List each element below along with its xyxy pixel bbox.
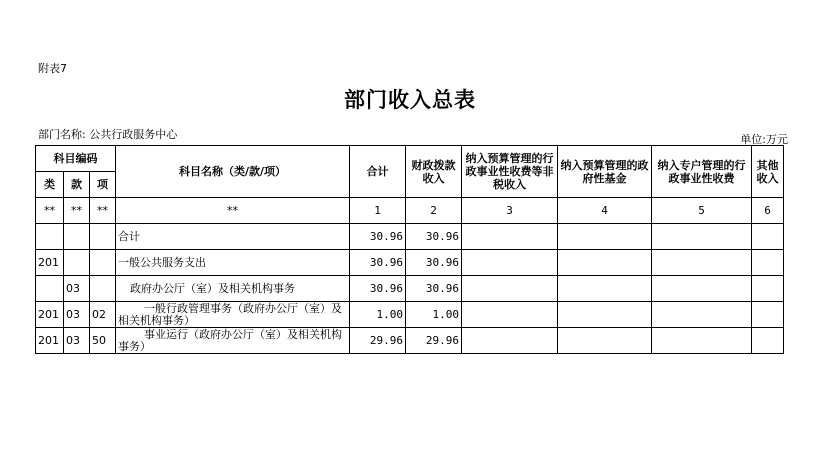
cell-budget-fee [462,250,558,276]
cell-xiang [90,224,116,250]
cell-total: 30.96 [350,250,406,276]
cell-budget-fund [558,224,652,250]
cell-special-fee [652,224,752,250]
header-kuan: 款 [64,172,90,198]
table-row [36,250,784,276]
cell-lei: 201 [36,328,64,354]
index-cell: ** [36,198,64,224]
header-code-group: 科目编码 [36,146,116,172]
header-other: 其他收入 [752,146,784,198]
cell-special-fee [652,302,752,328]
cell-fiscal: 29.96 [406,328,462,354]
cell-budget-fund [558,328,652,354]
cell-xiang [90,276,116,302]
cell-kuan: 03 [64,302,90,328]
cell-fiscal: 30.96 [406,224,462,250]
cell-budget-fee [462,224,558,250]
cell-kuan [64,250,90,276]
index-row [36,198,784,224]
cell-xiang: 50 [90,328,116,354]
cell-other [752,302,784,328]
unit-label: 单位:万元 [740,133,788,146]
header-lei: 类 [36,172,64,198]
table-row [36,328,784,354]
cell-name: 一般公共服务支出 [116,250,350,276]
cell-budget-fee [462,276,558,302]
income-summary-table [35,145,784,354]
cell-kuan: 03 [64,328,90,354]
index-cell: ** [90,198,116,224]
cell-total: 1.00 [350,302,406,328]
cell-other [752,276,784,302]
table-row [36,302,784,328]
cell-other [752,328,784,354]
cell-special-fee [652,276,752,302]
cell-lei [36,276,64,302]
header-budget-fund: 纳入预算管理的政府性基金 [558,146,652,198]
cell-budget-fund [558,250,652,276]
cell-other [752,224,784,250]
index-cell: ** [116,198,350,224]
index-cell: ** [64,198,90,224]
page-title: 部门收入总表 [344,88,476,112]
table-row [36,224,784,250]
header-budget-fee: 纳入预算管理的行政事业性收费等非税收入 [462,146,558,198]
header-total: 合计 [350,146,406,198]
header-fiscal: 财政拨款收入 [406,146,462,198]
cell-name: 政府办公厅（室）及相关机构事务 [116,276,350,302]
cell-kuan [64,224,90,250]
index-cell: 2 [406,198,462,224]
cell-name: 事业运行（政府办公厅（室）及相关机构事务） [116,328,350,354]
cell-budget-fee [462,328,558,354]
cell-lei: 201 [36,302,64,328]
cell-other [752,250,784,276]
cell-name: 合计 [116,224,350,250]
index-cell: 3 [462,198,558,224]
cell-budget-fund [558,302,652,328]
cell-total: 29.96 [350,328,406,354]
cell-fiscal: 30.96 [406,250,462,276]
index-cell: 5 [652,198,752,224]
cell-special-fee [652,328,752,354]
cell-budget-fund [558,276,652,302]
cell-total: 30.96 [350,224,406,250]
index-cell: 4 [558,198,652,224]
header-special-fee: 纳入专户管理的行政事业性收费 [652,146,752,198]
department-name: 部门名称: 公共行政服务中心 [38,128,178,141]
index-cell: 1 [350,198,406,224]
index-cell: 6 [752,198,784,224]
cell-lei: 201 [36,250,64,276]
header-name: 科目名称（类/款/项） [116,146,350,198]
cell-budget-fee [462,302,558,328]
cell-name: 一般行政管理事务（政府办公厅（室）及相关机构事务） [116,302,350,328]
cell-kuan: 03 [64,276,90,302]
appendix-note: 附表7 [38,62,67,75]
cell-fiscal: 30.96 [406,276,462,302]
table-row [36,276,784,302]
cell-total: 30.96 [350,276,406,302]
header-row-1 [36,146,784,172]
cell-xiang [90,250,116,276]
cell-fiscal: 1.00 [406,302,462,328]
header-xiang: 项 [90,172,116,198]
cell-xiang: 02 [90,302,116,328]
cell-special-fee [652,250,752,276]
cell-lei [36,224,64,250]
